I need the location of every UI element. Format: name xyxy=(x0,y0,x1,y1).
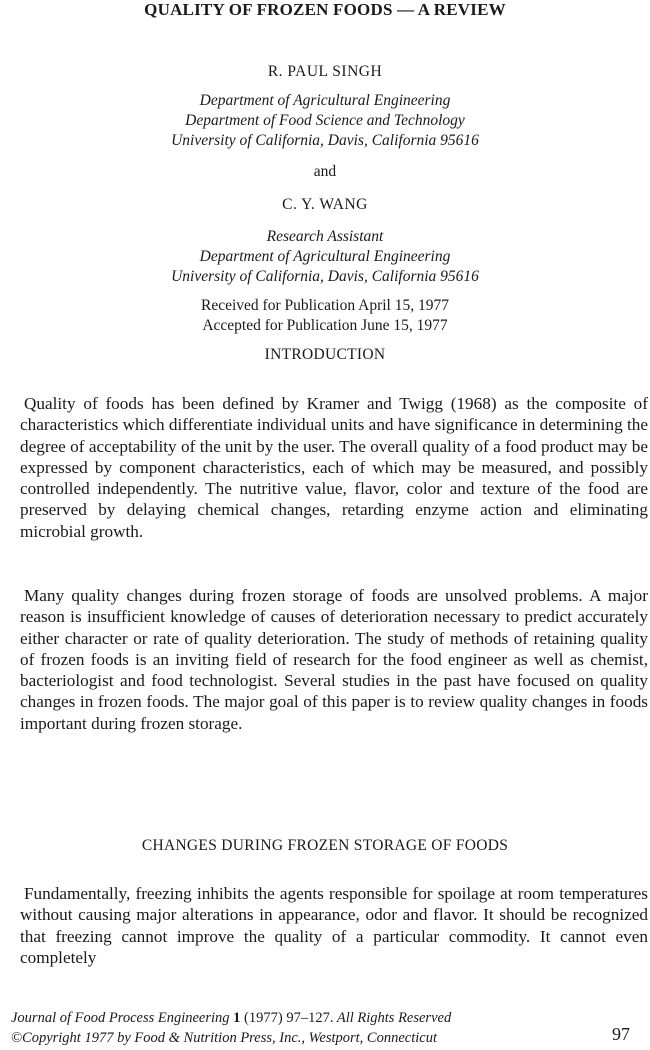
paper-title: QUALITY OF FROZEN FOODS — A REVIEW xyxy=(144,0,506,19)
section-heading-introduction: INTRODUCTION xyxy=(264,346,386,363)
journal-citation-line xyxy=(11,1008,650,1028)
affiliation-line: University of California, Davis, California 95616 xyxy=(171,268,479,285)
intro-paragraph-2 xyxy=(20,585,648,734)
paragraph-text: Many quality changes during frozen storage of foods are unsolved problems. A major reason is insufficient knowledge of causes of deterioration necessary to predict accurately either character or rate of quality deterioration. The study of methods of retaining quality of frozen foods is an inviting field of research for the food engineer as well as chemist, bacteriologist and food technologist. Several studies in the past have focused on quality changes in frozen foods. The major goal of this paper is to review quality changes in foods important during frozen storage. xyxy=(20,586,648,733)
affiliation-line: Research Assistant xyxy=(266,228,384,245)
author-name-1: R. PAUL SINGH xyxy=(267,63,383,80)
journal-volume: 1 xyxy=(233,1010,241,1026)
affiliation-line: University of California, Davis, California 95616 xyxy=(171,132,479,149)
document-page xyxy=(11,0,650,1050)
paragraph-text: Fundamentally, freezing inhibits the agents responsible for spoilage at room temperatures without causing major alterations in appearance, odor and flavor. It should be recognized that freezing cannot improve the quality of a particular commodity. It cannot even completely xyxy=(20,884,648,967)
accepted-date: Accepted for Publication June 15, 1977 xyxy=(202,317,448,334)
journal-pages: (1977) 97–127. xyxy=(244,1010,334,1026)
affiliation-line: Department of Agricultural Engineering xyxy=(199,92,451,109)
author-1-affiliation xyxy=(20,91,630,151)
intro-paragraph-1 xyxy=(20,393,648,542)
section-heading-changes: CHANGES DURING FROZEN STORAGE OF FOODS xyxy=(141,837,509,854)
affiliation-line: Department of Agricultural Engineering xyxy=(199,248,451,265)
changes-paragraph-1 xyxy=(20,883,648,968)
publication-dates xyxy=(20,296,630,336)
copyright-line: ©Copyright 1977 by Food & Nutrition Press, Inc., Westport, Connecticut xyxy=(11,1030,437,1046)
and-separator: and xyxy=(313,163,337,180)
affiliation-line: Department of Food Science and Technology xyxy=(185,112,465,129)
rights-text: All Rights Reserved xyxy=(336,1010,452,1026)
author-name-2: C. Y. WANG xyxy=(282,196,368,213)
author-2-affiliation xyxy=(20,227,630,287)
journal-name: Journal of Food Process Engineering xyxy=(11,1010,230,1026)
received-date: Received for Publication April 15, 1977 xyxy=(201,297,449,314)
page-number: 97 xyxy=(612,1024,630,1044)
journal-footer xyxy=(11,1008,650,1048)
paragraph-text: Quality of foods has been defined by Kramer and Twigg (1968) as the composite of characteristics which differentiate individual units and have significance in determining the degree of acceptability of the unit by the user. The overall quality of a food product may be expressed by component characteristics, each of which may be measured, and possibly controlled independently. The nutritive value, flavor, color and texture of the food are preserved by delaying chemical changes, retarding enzyme action and eliminating microbial growth. xyxy=(20,394,648,541)
